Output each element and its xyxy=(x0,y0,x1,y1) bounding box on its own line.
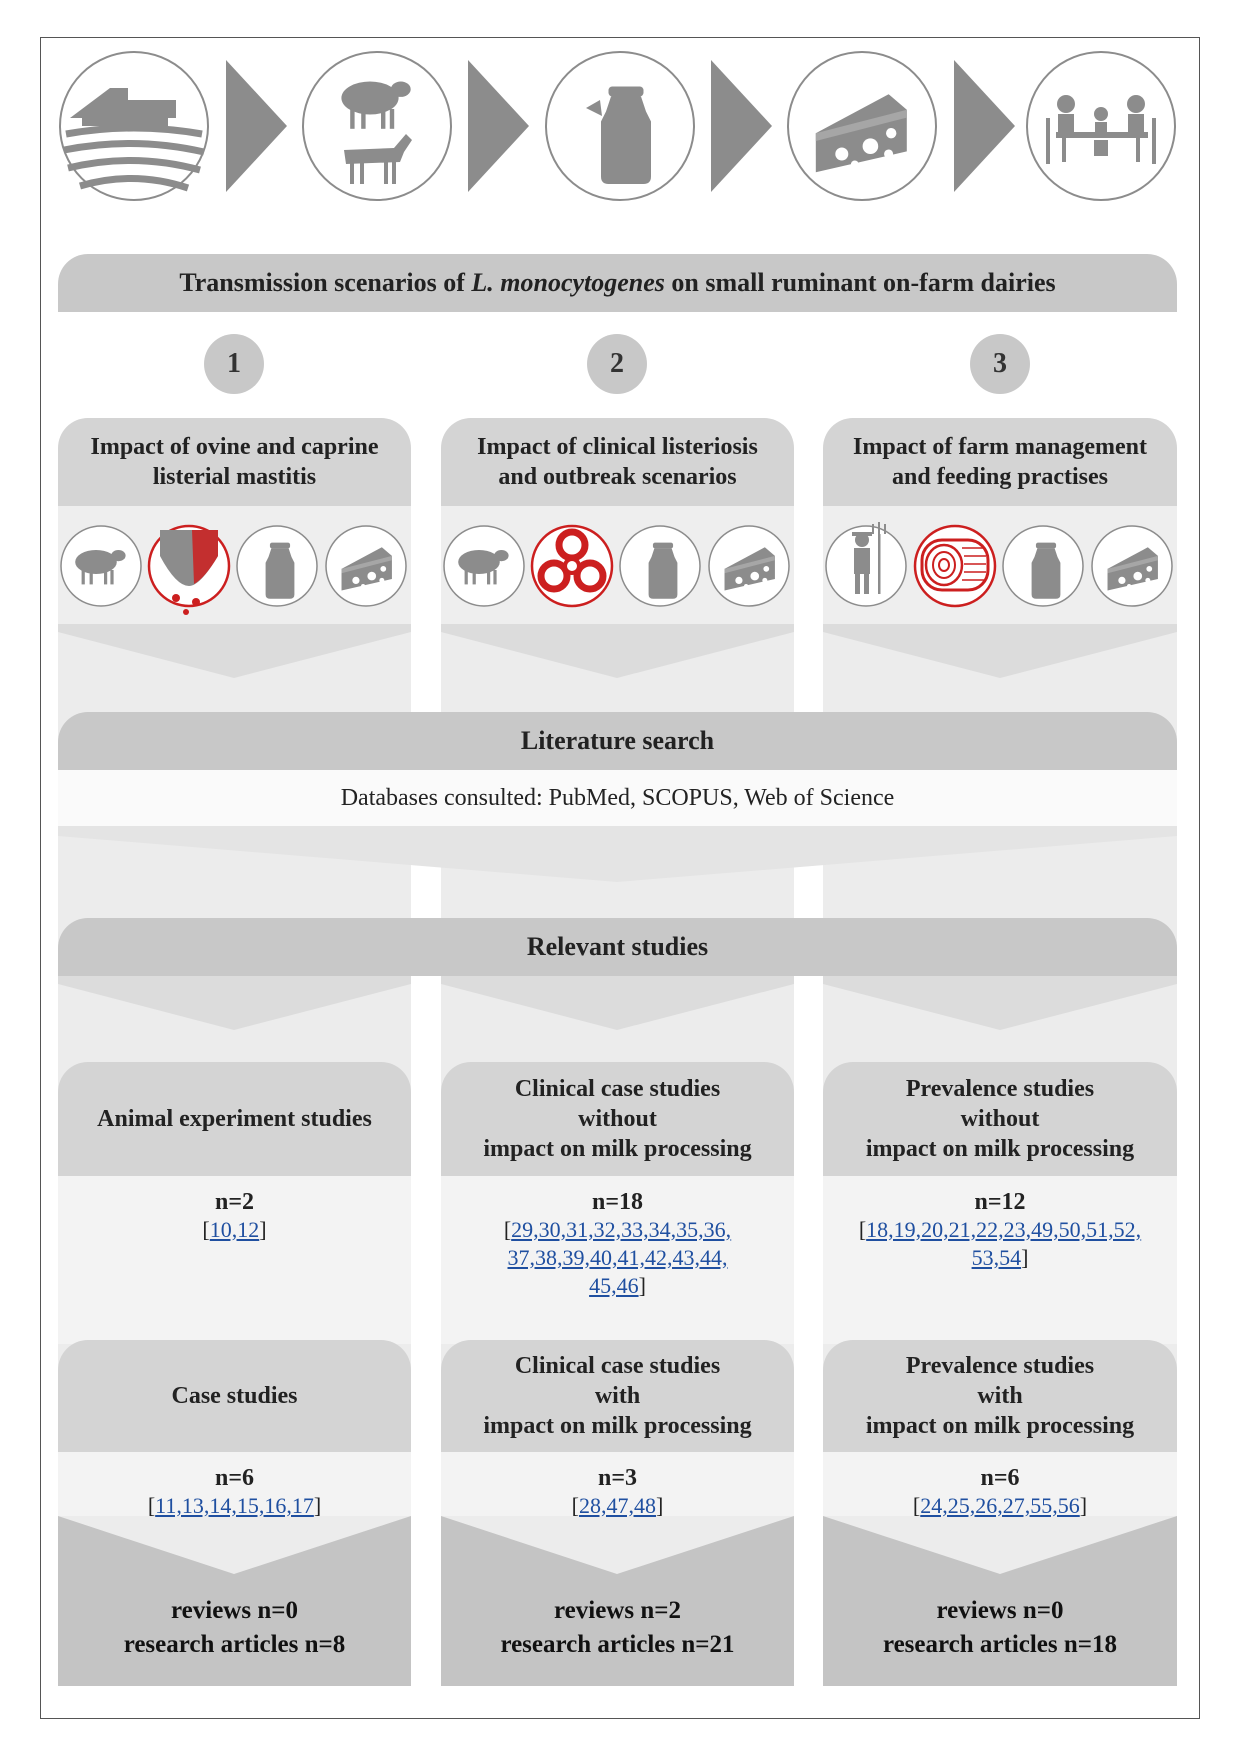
col3-study-b-refs[interactable]: 24,25,26,27,55,56 xyxy=(920,1493,1080,1518)
scenario-1-title: Impact of ovine and caprine listerial mastitis xyxy=(58,418,411,506)
scenario-1-number: 1 xyxy=(204,334,264,394)
col3-reviews: reviews n=0 xyxy=(936,1597,1064,1624)
col3-study-a-count: n=12 [18,19,20,21,22,23,49,50,51,52, 53,54] xyxy=(858,1189,1142,1270)
col3-study-a-refs-line2[interactable]: 53,54 xyxy=(971,1245,1022,1270)
relevant-studies-bar: Relevant studies xyxy=(58,918,1177,976)
col2-milk-can-icon xyxy=(620,526,700,606)
col1-cheese-icon xyxy=(326,526,406,606)
col2-sheep-icon xyxy=(444,526,524,606)
col1-research-articles: research articles n=8 xyxy=(123,1631,346,1658)
col1-milk-can-icon xyxy=(237,526,317,606)
pipeline-arrow-3 xyxy=(711,60,772,192)
col1-totals xyxy=(58,1594,411,1662)
col3-totals xyxy=(823,1594,1177,1662)
col3-study-b-title: Prevalence studies with impact on milk processing xyxy=(823,1340,1177,1452)
title-prefix: Transmission scenarios of xyxy=(179,268,472,297)
pipeline-arrow-2 xyxy=(468,60,529,192)
pipeline-milk-can-icon xyxy=(546,52,694,200)
scenario-2-title: Impact of clinical listeriosis and outbreak scenarios xyxy=(441,418,794,506)
col3-hay-bale-icon xyxy=(915,526,995,606)
col2-study-a-refs[interactable]: 29,30,31,32,33,34,35,36, xyxy=(511,1217,732,1242)
col2-study-a-refs-line3[interactable]: 45,46 xyxy=(589,1273,639,1298)
scenario-3-number: 3 xyxy=(970,334,1030,394)
literature-search-bar: Literature search xyxy=(58,712,1177,770)
pipeline-cheese-icon xyxy=(788,52,936,200)
col1-sheep-icon xyxy=(61,526,141,606)
col3-research-articles: research articles n=18 xyxy=(882,1631,1118,1658)
col2-study-b-title: Clinical case studies with impact on milk processing xyxy=(441,1340,794,1452)
scenario-3-title: Impact of farm management and feeding practises xyxy=(823,418,1177,506)
col3-cheese-icon xyxy=(1092,526,1172,606)
col1-study-b-refs[interactable]: 11,13,14,15,16,17 xyxy=(155,1493,314,1518)
pipeline-farm-icon xyxy=(60,52,208,200)
col3-study-a-title: Prevalence studies without impact on milk processing xyxy=(823,1062,1177,1176)
col1-study-a-count: n=2 [10,12] xyxy=(202,1189,267,1242)
col2-biohazard-icon xyxy=(532,526,612,606)
col1-study-a-title: Animal experiment studies xyxy=(58,1062,411,1176)
title-suffix: on small ruminant on-farm dairies xyxy=(664,268,1056,297)
col2-research-articles: research articles n=21 xyxy=(500,1631,735,1658)
col2-totals xyxy=(441,1594,794,1662)
scenario-2-number: 2 xyxy=(587,334,647,394)
pipeline-sheep-goat-icon xyxy=(303,52,451,200)
pipeline-arrow-4 xyxy=(954,60,1015,192)
databases-consulted: Databases consulted: PubMed, SCOPUS, Web of Science xyxy=(58,770,1177,826)
col1-study-b-count: n=6 [11,13,14,15,16,17] xyxy=(147,1465,322,1518)
col2-cheese-icon xyxy=(709,526,789,606)
col1-study-a-refs[interactable]: 10,12 xyxy=(209,1217,260,1242)
pipeline-family-dining-icon xyxy=(1027,52,1175,200)
col2-study-b-count: n=3 [28,47,48] xyxy=(571,1465,664,1518)
col2-study-a-count: n=18 [29,30,31,32,33,34,35,36, 37,38,39,40,41,42,43,44, 45,46] xyxy=(503,1189,732,1298)
col2-study-b-refs[interactable]: 28,47,48 xyxy=(579,1493,656,1518)
col1-reviews: reviews n=0 xyxy=(171,1597,298,1624)
title-bar xyxy=(58,254,1177,312)
col3-milk-can-icon xyxy=(1003,526,1083,606)
col2-study-a-refs-line2[interactable]: 37,38,39,40,41,42,43,44, xyxy=(507,1245,728,1270)
col3-study-a-refs[interactable]: 18,19,20,21,22,23,49,50,51,52, xyxy=(866,1217,1142,1242)
title-species: L. monocytogenes xyxy=(471,268,665,297)
col2-reviews: reviews n=2 xyxy=(554,1597,681,1624)
col3-study-b-count: n=6 [24,25,26,27,55,56] xyxy=(912,1465,1088,1518)
col2-study-a-title: Clinical case studies without impact on milk processing xyxy=(441,1062,794,1176)
pipeline-arrow-1 xyxy=(226,60,287,192)
col1-study-b-title: Case studies xyxy=(58,1340,411,1452)
